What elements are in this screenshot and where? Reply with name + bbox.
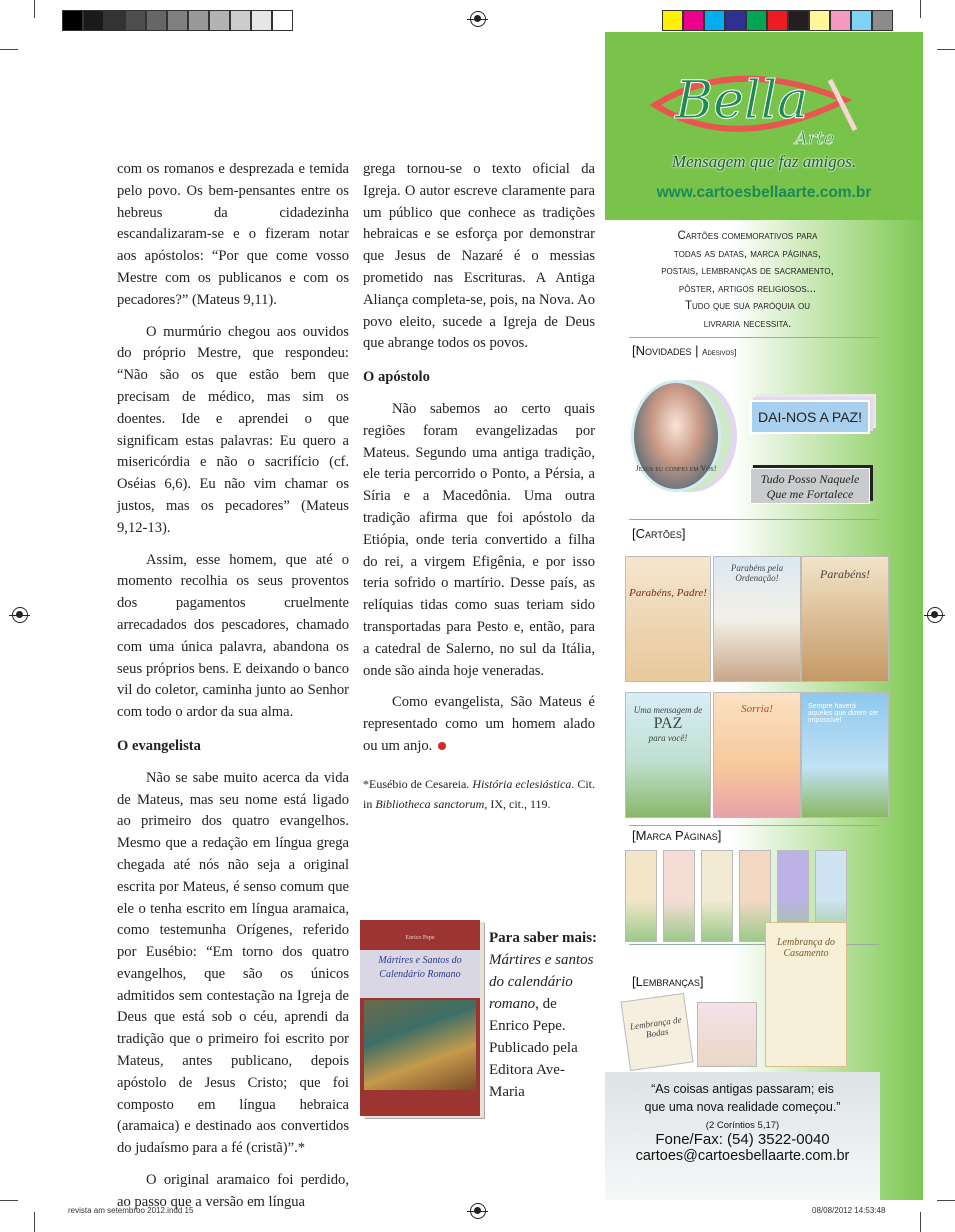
color-swatch xyxy=(104,10,125,31)
medal-text: Jesus eu confio em Vós! xyxy=(635,464,717,473)
book-cover-image xyxy=(360,920,480,1116)
card-mensagem-paz xyxy=(625,692,711,818)
card-text: PAZ xyxy=(653,715,683,732)
registration-mark-icon xyxy=(470,11,486,27)
card-text: Parabéns! xyxy=(820,567,870,581)
registration-mark-icon xyxy=(470,1203,486,1219)
paragraph-text: Não se sabe muito acerca da vida de Mateus, mas seu nome está ligado ao primeiro dos quatro evangelhos. Mesmo que a redação em língua grega chegada até nós não seja a original escrita por Mateus, é senso comum que ele o tenha escrito em língua aramaica, como testemunha Orígenes, referido por Eusébio: “Em torno dos quatro evangelhos, que são os únicos admitidos sem contestação na Igreja de Deus que está sob o céu, aprendi da tradição que o primeiro foi escrito por Mateus, antes publicano, depois apóstolo de Jesus Cristo; que foi composto em língua hebraica (aramaica) e destinado aos convertidos do judaísmo para a fé (cristã)”.* xyxy=(117,769,349,1157)
divider xyxy=(629,337,879,338)
sticker-text: DAI-NOS A PAZ! xyxy=(758,409,862,425)
crop-mark xyxy=(34,0,35,18)
article-column-2-wrapper xyxy=(363,159,595,814)
bible-quote-reference: (2 Coríntios 5,17) xyxy=(705,1120,780,1131)
bella-arte-advertisement xyxy=(605,32,923,1200)
footnote-text: *Eusébio de Cesareia. xyxy=(363,776,473,791)
section-novidades xyxy=(632,343,736,358)
paragraph xyxy=(363,692,595,757)
color-swatch xyxy=(272,10,293,31)
sticker-dai-nos-a-paz xyxy=(750,400,870,434)
color-swatch xyxy=(146,10,167,31)
divider xyxy=(629,825,879,826)
paragraph xyxy=(363,159,595,355)
card-text: Lembrança de Bodas xyxy=(629,1014,683,1040)
color-swatch xyxy=(83,10,104,31)
card-parabens-ordenacao xyxy=(713,556,801,682)
paragraph-text: Como evangelista, São Mateus é representado como um homem alado ou um anjo. xyxy=(363,694,595,754)
ad-description-line: postais, lembranças de sacramento, xyxy=(661,265,834,277)
footnote xyxy=(363,774,595,814)
registration-mark-icon xyxy=(927,607,943,623)
lembranca-bodas xyxy=(620,993,693,1071)
quote-line: que uma nova realidade começou.” xyxy=(644,1100,841,1114)
logo-word: Bella xyxy=(675,71,809,131)
ad-description xyxy=(615,228,880,333)
sticker-tudo-posso: Tudo Posso Naquele Que me Fortalece xyxy=(750,468,870,504)
ad-description-line: Cartões comemorativos para xyxy=(677,230,818,242)
paragraph-text: O original aramaico foi perdido, ao passo que a versão em língua xyxy=(117,1172,349,1210)
color-swatch xyxy=(851,10,872,31)
ad-description-line: todas as datas, marca páginas, xyxy=(673,247,822,260)
crop-mark xyxy=(920,0,921,18)
bookmark-image xyxy=(625,850,657,942)
section-label: Adesivos] xyxy=(702,348,737,357)
color-swatch xyxy=(704,10,725,31)
paragraph-text: com os romanos e desprezada e temida pelo povo. Os bem-pensantes entre os hebreus da cidadezinha escandalizaram-se e o fizeram notar aos apóstolos: “Por que come vosso Mestre com os publicanos e com os pecadores?” (Mateus 9,11). xyxy=(117,161,349,308)
section-heading: O apóstolo xyxy=(363,369,430,386)
ad-email-link[interactable]: cartoes@cartoesbellaarte.com.br xyxy=(635,1148,850,1164)
ad-tagline: Mensagem que faz amigos. xyxy=(671,152,857,171)
divider xyxy=(629,519,879,520)
footnote-text: , IX, cit., 119. xyxy=(484,796,551,811)
color-swatch xyxy=(788,10,809,31)
card-text: Uma mensagem de xyxy=(633,705,703,715)
lembranca-casamento xyxy=(765,922,847,1067)
paragraph xyxy=(117,159,349,312)
article-column-1 xyxy=(117,159,349,1224)
card-text: Sorria! xyxy=(741,703,773,715)
bookmark-image xyxy=(701,850,733,942)
color-swatch xyxy=(188,10,209,31)
paragraph-text: O murmúrio chegou aos ouvidos do próprio Mestre, que respondeu: “Não são os que estão bem que precisam de médico, mas sim os doentes. Ide e aprendei o que significam estas palavras: Eu quero a misericórdia e não o sacrifício (cf. Oséias 6,6). Eu não vim chamar os justos, mas os pecadores” (Mateus 9,12-13). xyxy=(117,323,349,536)
logo-sub: Arte xyxy=(795,128,835,149)
color-swatch xyxy=(830,10,851,31)
book-cover-title: Mártires e Santos do Calendário Romano xyxy=(360,950,480,998)
card-text: Lembrança do Casamento xyxy=(776,937,836,959)
color-swatch xyxy=(872,10,893,31)
card-sorria xyxy=(713,692,801,818)
article-column-2 xyxy=(363,159,595,758)
footnote-text: . Cit. in xyxy=(363,776,596,811)
lembranca-image xyxy=(697,1002,757,1067)
card-parabens xyxy=(801,556,889,682)
registration-mark-icon xyxy=(12,607,28,623)
slug-date: 08/08/2012 14:53:48 xyxy=(812,1206,886,1215)
paragraph xyxy=(363,399,595,682)
end-of-article-icon xyxy=(438,742,446,750)
book-cover-painting xyxy=(364,1000,476,1090)
ad-description-line: Tudo que sua paróquia ou xyxy=(684,300,810,312)
card-text: Parabéns, Padre! xyxy=(629,587,707,599)
quote-line: “As coisas antigas passaram; eis xyxy=(651,1082,834,1096)
crop-mark xyxy=(0,1200,18,1201)
paragraph-text: Não sabemos ao certo quais regiões foram evangelizadas por Mateus. Segundo uma antiga tradição, ele teria percorrido o Ponto, a Pérsia, a Síria e a Macedônia. Uma outra tradição afirma que foi apóstolo da Etiópia, onde teria convertido a filha do rei, a virgem Efigênia, e por isso teria sofrido o martírio. Desse país, as relíquias tidas como suas teriam sido transportadas para Pesto e, então, para a catedral de Salerno, no sul da Itália, onde são ainda hoje veneradas. xyxy=(363,400,595,679)
color-swatch xyxy=(167,10,188,31)
ad-header xyxy=(605,32,923,220)
color-swatch xyxy=(230,10,251,31)
paragraph xyxy=(117,1170,349,1214)
crop-mark xyxy=(34,1212,35,1232)
color-swatch xyxy=(725,10,746,31)
crop-mark xyxy=(920,1212,921,1232)
crop-mark xyxy=(937,49,955,50)
color-swatch xyxy=(746,10,767,31)
bella-arte-fish-logo xyxy=(645,60,865,150)
divine-mercy-medal-image xyxy=(631,380,721,492)
card-parabens-padre xyxy=(625,556,711,682)
paragraph xyxy=(117,550,349,724)
book-title: Mártires e santos do calendário romano xyxy=(489,952,594,1012)
section-cartoes: [Cartões] xyxy=(632,526,686,541)
book-cover-author: Enrico Pepe xyxy=(405,935,435,941)
book-recommendation xyxy=(489,927,599,1103)
card-text: Sempre haverá aqueles que dizem ser impossível xyxy=(808,703,879,724)
crop-mark xyxy=(0,49,18,50)
ad-website-link[interactable]: www.cartoesbellaarte.com.br xyxy=(656,184,872,201)
ad-description-line: livraria necessita. xyxy=(703,317,792,330)
crop-mark xyxy=(937,1200,955,1201)
book-heading: Para saber mais: xyxy=(489,930,598,946)
section-label: [Novidades | xyxy=(632,343,703,358)
color-swatch xyxy=(662,10,683,31)
book-description: , de Enrico Pepe. Publicado pela Editora Ave-Maria xyxy=(489,996,578,1100)
ad-description-line: pôster, artigos religiosos... xyxy=(678,282,817,295)
card-text: para você! xyxy=(648,733,688,743)
footnote-work-title: História eclesiástica xyxy=(472,776,572,791)
color-swatch xyxy=(767,10,788,31)
ad-contact-panel xyxy=(605,1072,880,1200)
paragraph xyxy=(117,768,349,1160)
ad-phone: Fone/Fax: (54) 3522-0040 xyxy=(655,1131,830,1148)
color-swatch xyxy=(209,10,230,31)
card-text: Parabéns pela Ordenação! xyxy=(730,563,784,583)
color-swatch xyxy=(125,10,146,31)
color-swatch xyxy=(809,10,830,31)
footnote-work-title: Bibliotheca sanctorum xyxy=(375,796,485,811)
color-swatch xyxy=(251,10,272,31)
section-marca-paginas: [Marca Páginas] xyxy=(632,828,722,843)
section-heading: O evangelista xyxy=(117,737,201,754)
color-swatch xyxy=(62,10,83,31)
paragraph xyxy=(117,322,349,540)
bookmark-image xyxy=(663,850,695,942)
paragraph-text: grega tornou-se o texto oficial da Igreja. O autor escreve claramente para um público que conhece as tradições hebraicas e se esforça por demonstrar que Jesus de Nazaré é o messias prometido nas Escrituras. A Antiga Aliança completa-se, pois, na Nova. Ao povo eleito, sucede a Igreja de Deus que abrange todos os povos. xyxy=(363,161,595,352)
section-lembrancas: [Lembranças] xyxy=(632,974,704,989)
slug-filename: revista am setembroo 2012.indd 15 xyxy=(68,1206,194,1215)
card-sempre-havera xyxy=(801,692,889,818)
bible-quote xyxy=(605,1080,880,1116)
paragraph-text: Assim, esse homem, que até o momento recolhia os seus proventos dos pagamentos cruelmente arrecadados dos pescadores, chamado com uma única palavra, abandona os seus próprios bens. E deixando o banco vil do coletor, caminha junto ao Senhor com todo o ardor da sua alma. xyxy=(117,551,349,721)
color-swatch xyxy=(683,10,704,31)
